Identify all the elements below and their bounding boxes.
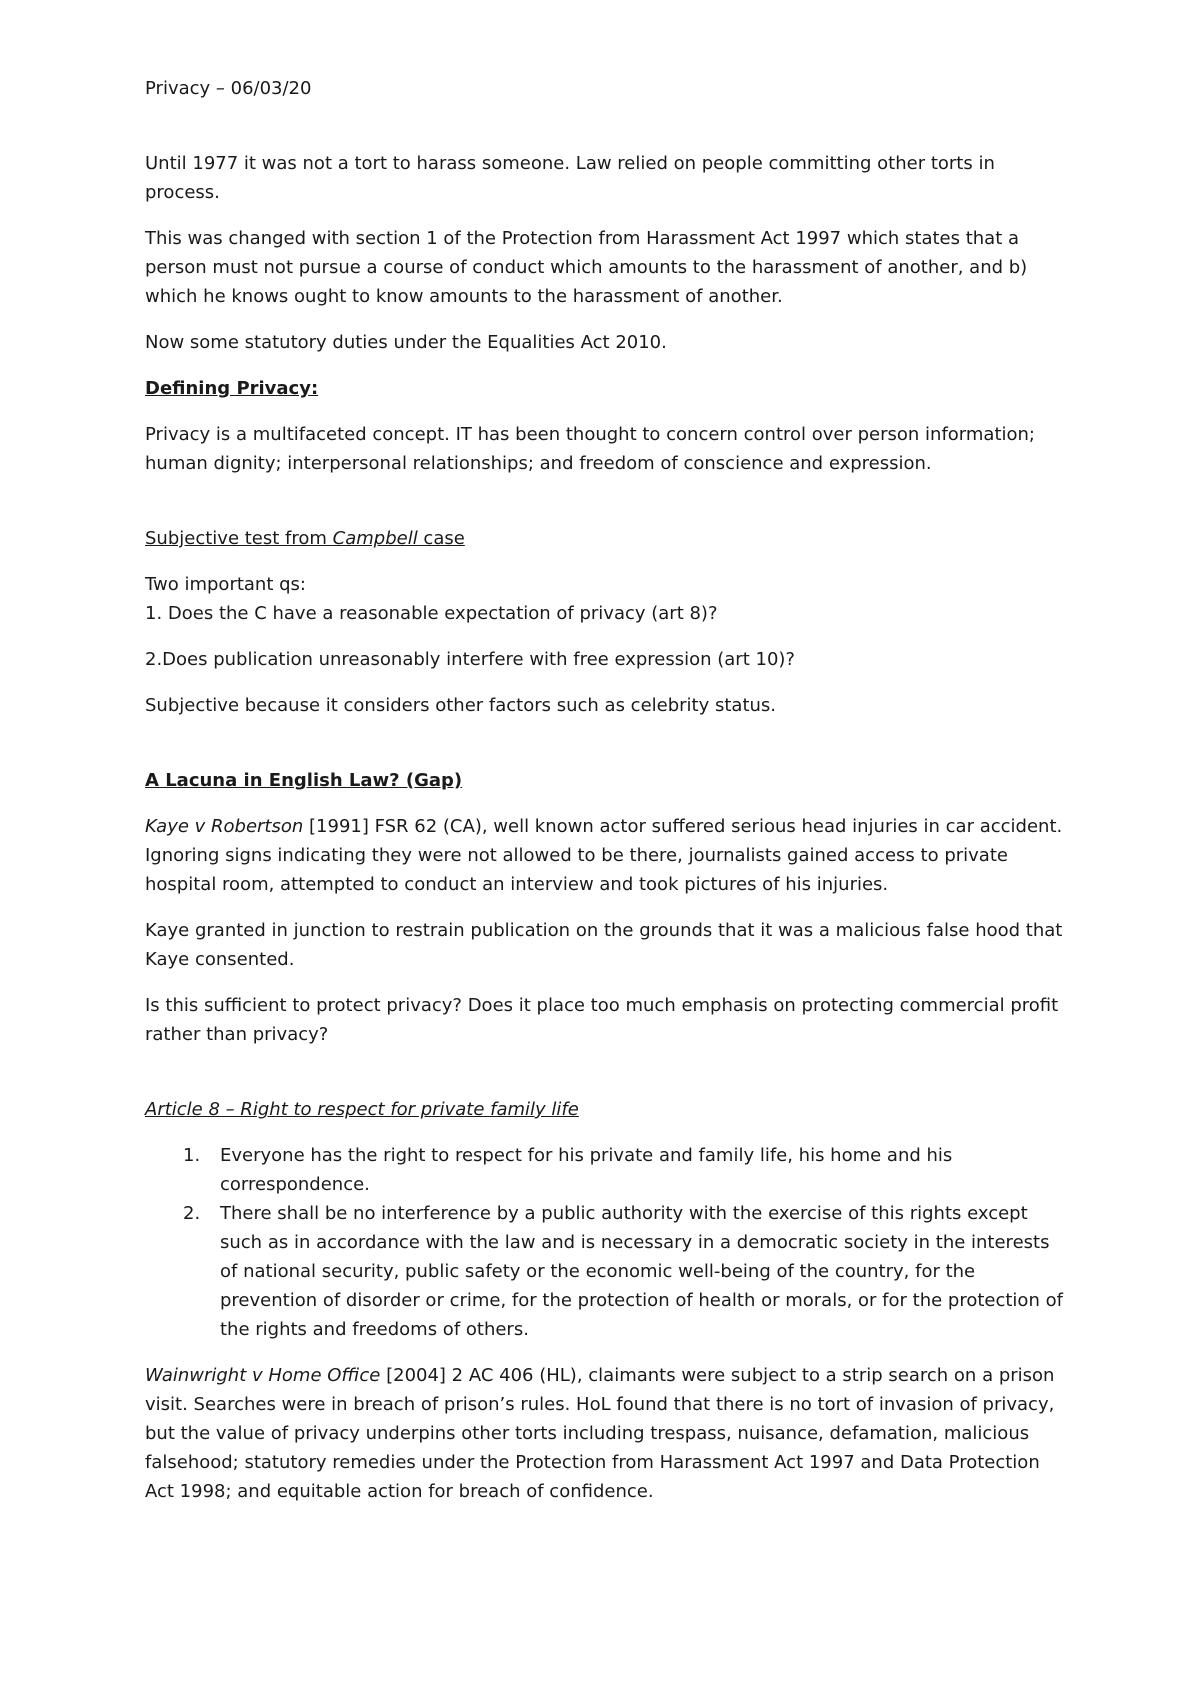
heading-article-8: Article 8 – Right to respect for private family life <box>145 1099 579 1120</box>
list-item-number: 1. <box>183 1145 201 1166</box>
wainwright-text: [2004] 2 AC 406 (HL), claimants were subject to a strip search on a prison visit. Searches were in breach of prison’s rules. HoL found that there is no tort of invasion of privacy, but the value of privacy underpins other torts including trespass, nuisance, defamation, malicious falsehood; statutory remedies under the Protection from Harassment Act 1997 and Data Protection Act 1998; and equitable action for breach of confidence. <box>145 1365 1055 1502</box>
paragraph-kaye-injunction: Kaye granted in junction to restrain publication on the grounds that it was a malicious false hood that Kaye consented. <box>145 920 1063 970</box>
list-item-text: There shall be no interference by a public authority with the exercise of this rights except such as in accordance with the law and is necessary in a democratic society in the interests of national security, public safety or the economic well-being of the country, for the prevention of disorder or crime, for the protection of health or morals, or for the protection of the rights and freedoms of others. <box>220 1203 1063 1340</box>
kaye-text: [1991] FSR 62 (CA), well known actor suffered serious head injuries in car accident. Ignoring signs indicating they were not allowed to be there, journalists gained access to private hospital room, attempted to conduct an interview and took pictures of his injuries. <box>145 816 1063 895</box>
document-body <box>145 74 1065 1506</box>
heading-subjective-post: case <box>417 528 465 549</box>
heading-subjective-case: Campbell <box>332 528 418 549</box>
paragraph-kaye-question: Is this sufficient to protect privacy? Does it place too much emphasis on protecting commercial profit rather than privacy? <box>145 995 1059 1045</box>
heading-defining-privacy: Defining Privacy: <box>145 378 319 399</box>
paragraph-kaye <box>145 812 1065 899</box>
article-8-list <box>145 1141 1065 1344</box>
paragraph-harass-change: This was changed with section 1 of the Protection from Harassment Act 1997 which states that a person must not pursue a course of conduct which amounts to the harassment of another, and b) which he knows ought to know amounts to the harassment of another. <box>145 228 1028 307</box>
paragraph-wainwright <box>145 1361 1065 1506</box>
paragraph-q1: 1. Does the C have a reasonable expectation of privacy (art 8)? <box>145 603 718 624</box>
list-item-text: Everyone has the right to respect for his private and family life, his home and his correspondence. <box>220 1145 953 1195</box>
heading-lacuna: A Lacuna in English Law? (Gap) <box>145 770 463 791</box>
paragraph-equalities: Now some statutory duties under the Equalities Act 2010. <box>145 332 667 353</box>
heading-subjective-pre: Subjective test from <box>145 528 333 549</box>
list-item <box>145 1141 1065 1199</box>
list-item <box>145 1199 1065 1344</box>
paragraph-q2: 2.Does publication unreasonably interfere with free expression (art 10)? <box>145 649 795 670</box>
case-name-wainwright: Wainwright v Home Office <box>145 1365 381 1386</box>
case-name-kaye: Kaye v Robertson <box>145 816 304 837</box>
paragraph-harass-intro: Until 1977 it was not a tort to harass someone. Law relied on people committing other torts in process. <box>145 153 995 203</box>
list-item-number: 2. <box>183 1203 201 1224</box>
heading-subjective-test <box>145 524 1065 553</box>
document-title: Privacy – 06/03/20 <box>145 78 312 99</box>
paragraph-subjective-reason: Subjective because it considers other factors such as celebrity status. <box>145 695 777 716</box>
paragraph-two-qs: Two important qs: <box>145 574 306 595</box>
paragraph-defining-privacy: Privacy is a multifaceted concept. IT has been thought to concern control over person information; human dignity; interpersonal relationships; and freedom of conscience and expression. <box>145 424 1035 474</box>
